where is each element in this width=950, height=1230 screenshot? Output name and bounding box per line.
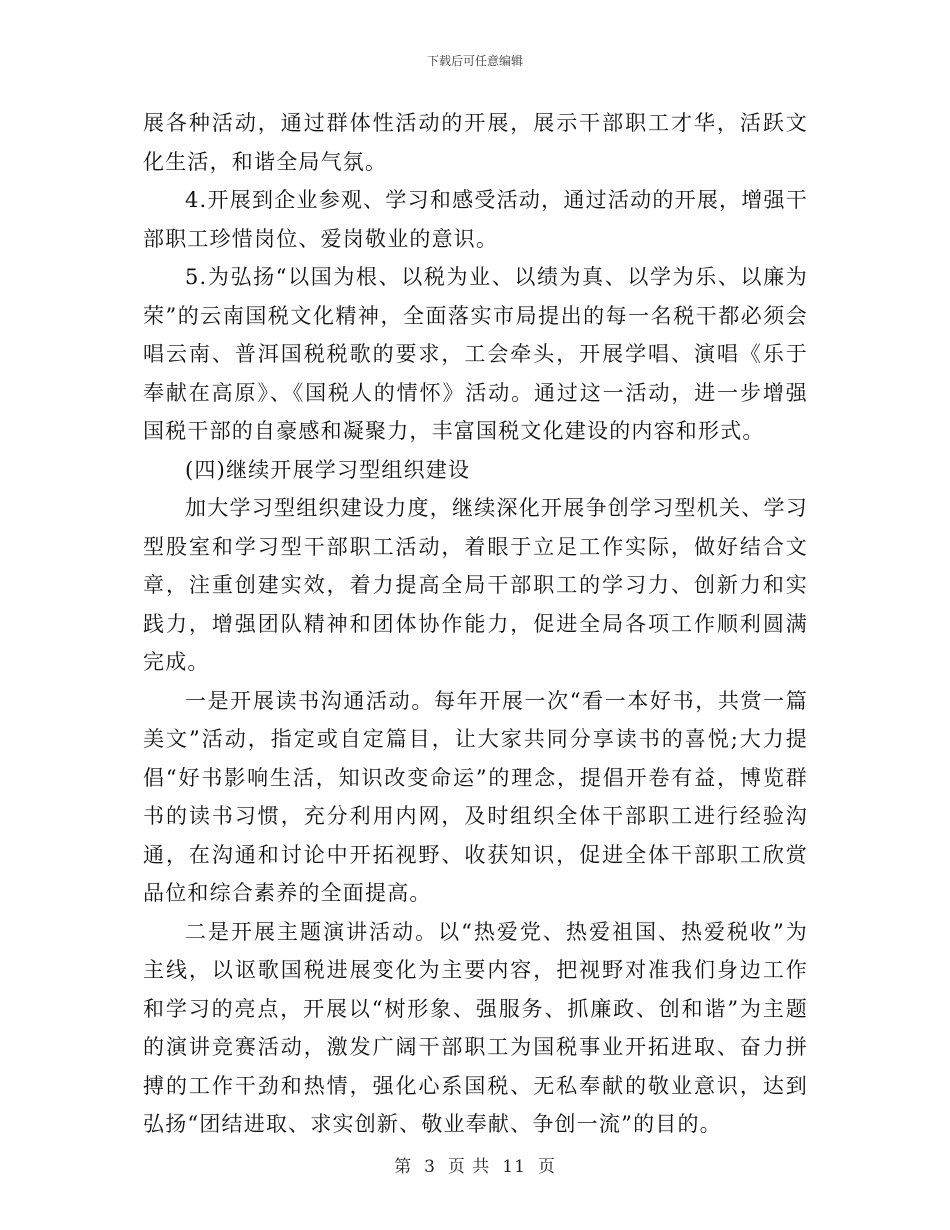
- document-body: [143, 104, 808, 1144]
- footer-middle: 页 共: [447, 1157, 491, 1177]
- paragraph-item-5: 5.为弘扬“以国为根、以税为业、以绩为真、以学为乐、以廉为荣”的云南国税文化精神，全面落实市局提出的每一名税干都必须会唱云南、普洱国税税歌的要求，工会牵头，开展学唱、演唱《乐于奉献在高原》、《国税人的情怀》活动。通过这一活动，进一步增强国税干部的自豪感和凝聚力，丰富国税文化建设的内容和形式。: [143, 265, 808, 443]
- page-header-note: 下载后可任意编辑: [426, 54, 523, 68]
- section-heading-4: (四)继续开展学习型组织建设: [185, 457, 471, 482]
- footer-page-number: 3: [424, 1157, 436, 1177]
- paragraph-learning-org: 加大学习型组织建设力度，继续深化开展争创学习型机关、学习型股室和学习型干部职工活动，着眼于立足工作实际，做好结合文章，注重创建实效，着力提高全局干部职工的学习力、创新力和实践力，增强团队精神和团体协作能力，促进全局各项工作顺利圆满完成。: [143, 496, 808, 674]
- paragraph-reading-activity: 一是开展读书沟通活动。每年开展一次“看一本好书，共赏一篇美文”活动，指定或自定篇目，让大家共同分享读书的喜悦;大力提倡“好书影响生活，知识改变命运”的理念，提倡开卷有益，博览群书的读书习惯，充分利用内网，及时组织全体干部职工进行经验沟通，在沟通和讨论中开拓视野、收获知识，促进全体干部职工欣赏品位和综合素养的全面提高。: [143, 688, 808, 905]
- paragraph-item-4: 4.开展到企业参观、学习和感受活动，通过活动的开展，增强干部职工珍惜岗位、爱岗敬业的意识。: [143, 188, 808, 251]
- paragraph-speech-activity: 二是开展主题演讲活动。以“热爱党、热爱祖国、热爱税收”为主线，以讴歌国税进展变化为主要内容，把视野对准我们身边工作和学习的亮点，开展以“树形象、强服务、抓廉政、创和谐”为主题的演讲竞赛活动，激发广阔干部职工为国税事业开拓进取、奋力拼搏的工作干劲和热情，强化心系国税、无私奉献的敬业意识，达到弘扬“团结进取、求实创新、敬业奉献、争创一流”的目的。: [143, 919, 808, 1136]
- page-footer: [0, 1152, 950, 1177]
- footer-suffix: 页: [537, 1157, 556, 1177]
- paragraph-continuation: 展各种活动，通过群体性活动的开展，展示干部职工才华，活跃文化生活，和谐全局气氛。: [143, 111, 808, 174]
- footer-prefix: 第: [394, 1157, 413, 1177]
- footer-total-pages: 11: [502, 1157, 526, 1177]
